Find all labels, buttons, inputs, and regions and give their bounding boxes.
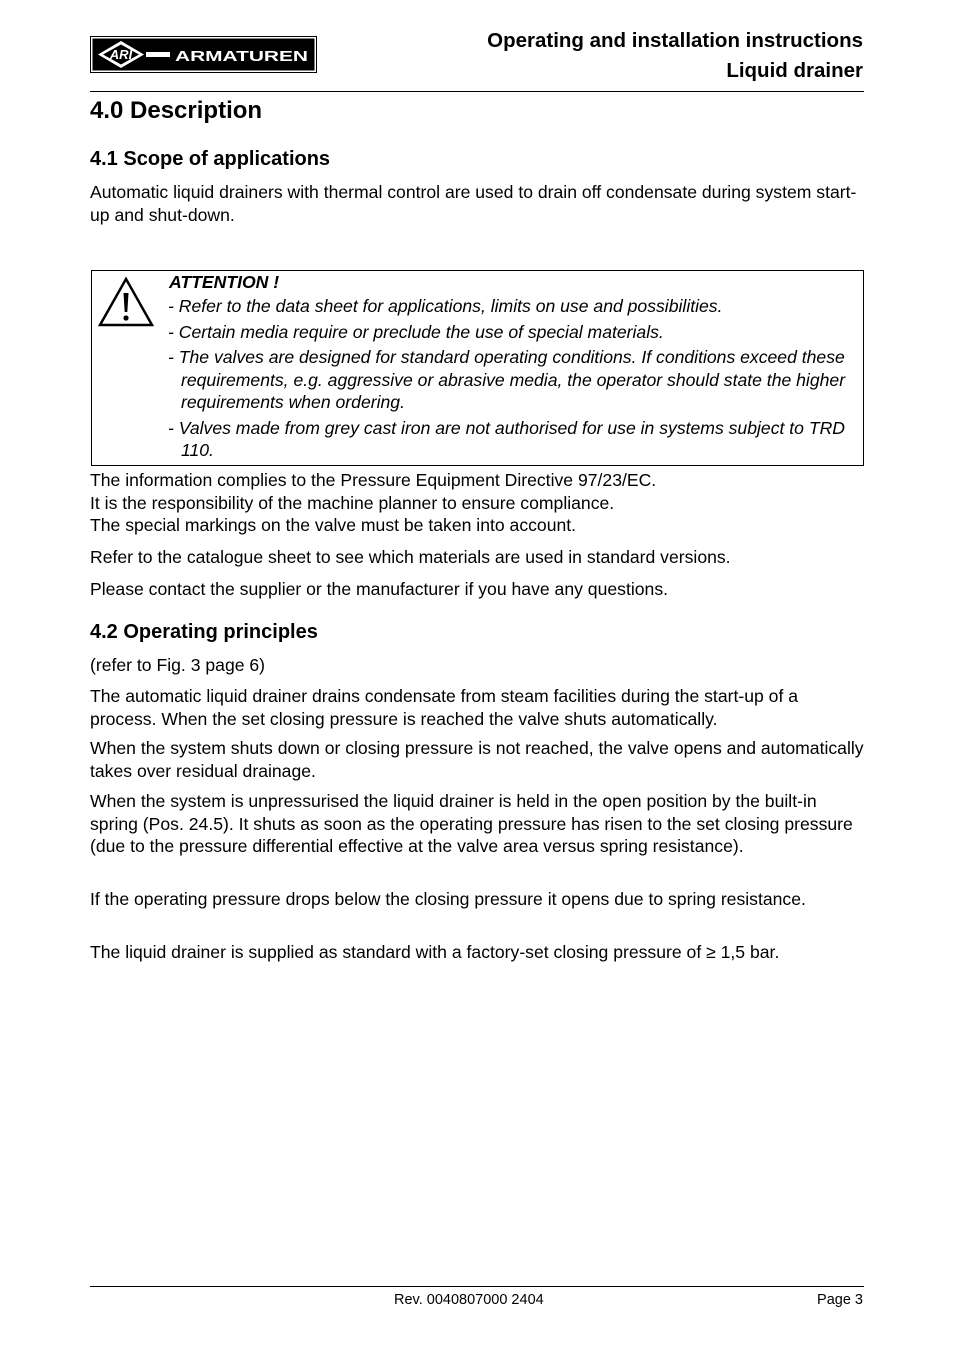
compliance-line-2: It is the responsibility of the machine planner to ensure compliance. [90, 492, 615, 513]
logo-mark-text: ARI [109, 47, 133, 62]
footer-divider [90, 1286, 864, 1287]
ari-armaturen-logo [90, 36, 317, 73]
warning-triangle-icon [97, 276, 155, 328]
principles-paragraph: When the system shuts down or closing pressure is not reached, the valve opens and automatically takes over residual drainage. [90, 738, 864, 781]
header-title-line-2: Liquid drainer [726, 58, 863, 82]
attention-item: - Refer to the data sheet for applications, limits on use and possibilities. [168, 296, 723, 316]
attention-item: - Valves made from grey cast iron are not authorised for use in systems subject to TRD 110. [168, 417, 845, 460]
catalogue-note: Refer to the catalogue sheet to see which materials are used in standard versions. [90, 547, 731, 567]
section-4-2-heading: 4.2 Operating principles [90, 621, 318, 643]
compliance-block [90, 469, 866, 537]
section-4-1-heading: 4.1 Scope of applications [90, 148, 331, 170]
principles-paragraph: When the system is unpressurised the liquid drainer is held in the open position by the built-in spring (Pos. 24.5). It shuts as soon as the operating pressure has risen to the set closing pressure (due to the pressure differential effective at the valve area versus spring resistance). [90, 791, 853, 856]
header-divider [90, 91, 864, 92]
attention-item: - Certain media require or preclude the use of special materials. [168, 321, 664, 342]
logo-brand-text: ARMATUREN [175, 48, 308, 65]
attention-list [168, 295, 858, 465]
principles-paragraph: If the operating pressure drops below the closing pressure it opens due to spring resistance. [90, 889, 806, 909]
compliance-line-1: The information complies to the Pressure Equipment Directive 97/23/EC. [90, 470, 657, 490]
principles-paragraph: The liquid drainer is supplied as standard with a factory-set closing pressure of ≥ 1,5 bar. [90, 942, 780, 962]
page-number: Page 3 [817, 1292, 863, 1308]
compliance-line-3: The special markings on the valve must be taken into account. [90, 515, 577, 535]
contact-note: Please contact the supplier or the manufacturer if you have any questions. [90, 579, 668, 599]
revision-number: Rev. 0040807000 2404 [394, 1292, 544, 1308]
document-header-title [487, 26, 863, 85]
scope-intro-paragraph: Automatic liquid drainers with thermal control are used to drain off condensate during system start-up and shut-down. [90, 182, 857, 225]
principles-paragraph: (refer to Fig. 3 page 6) [90, 655, 266, 675]
attention-box [91, 270, 864, 466]
attention-title: ATTENTION ! [169, 272, 280, 292]
attention-item: - The valves are designed for standard operating conditions. If conditions exceed these requirements, e.g. aggressive or abrasive media, the operator should state the higher requirements when ordering. [168, 347, 846, 412]
principles-paragraph: The automatic liquid drainer drains condensate from steam facilities during the start-up of a process. When the set closing pressure is reached the valve shuts automatically. [90, 686, 799, 729]
header-title-line-1: Operating and installation instructions [487, 29, 863, 52]
section-4-0-heading: 4.0 Description [90, 97, 263, 124]
